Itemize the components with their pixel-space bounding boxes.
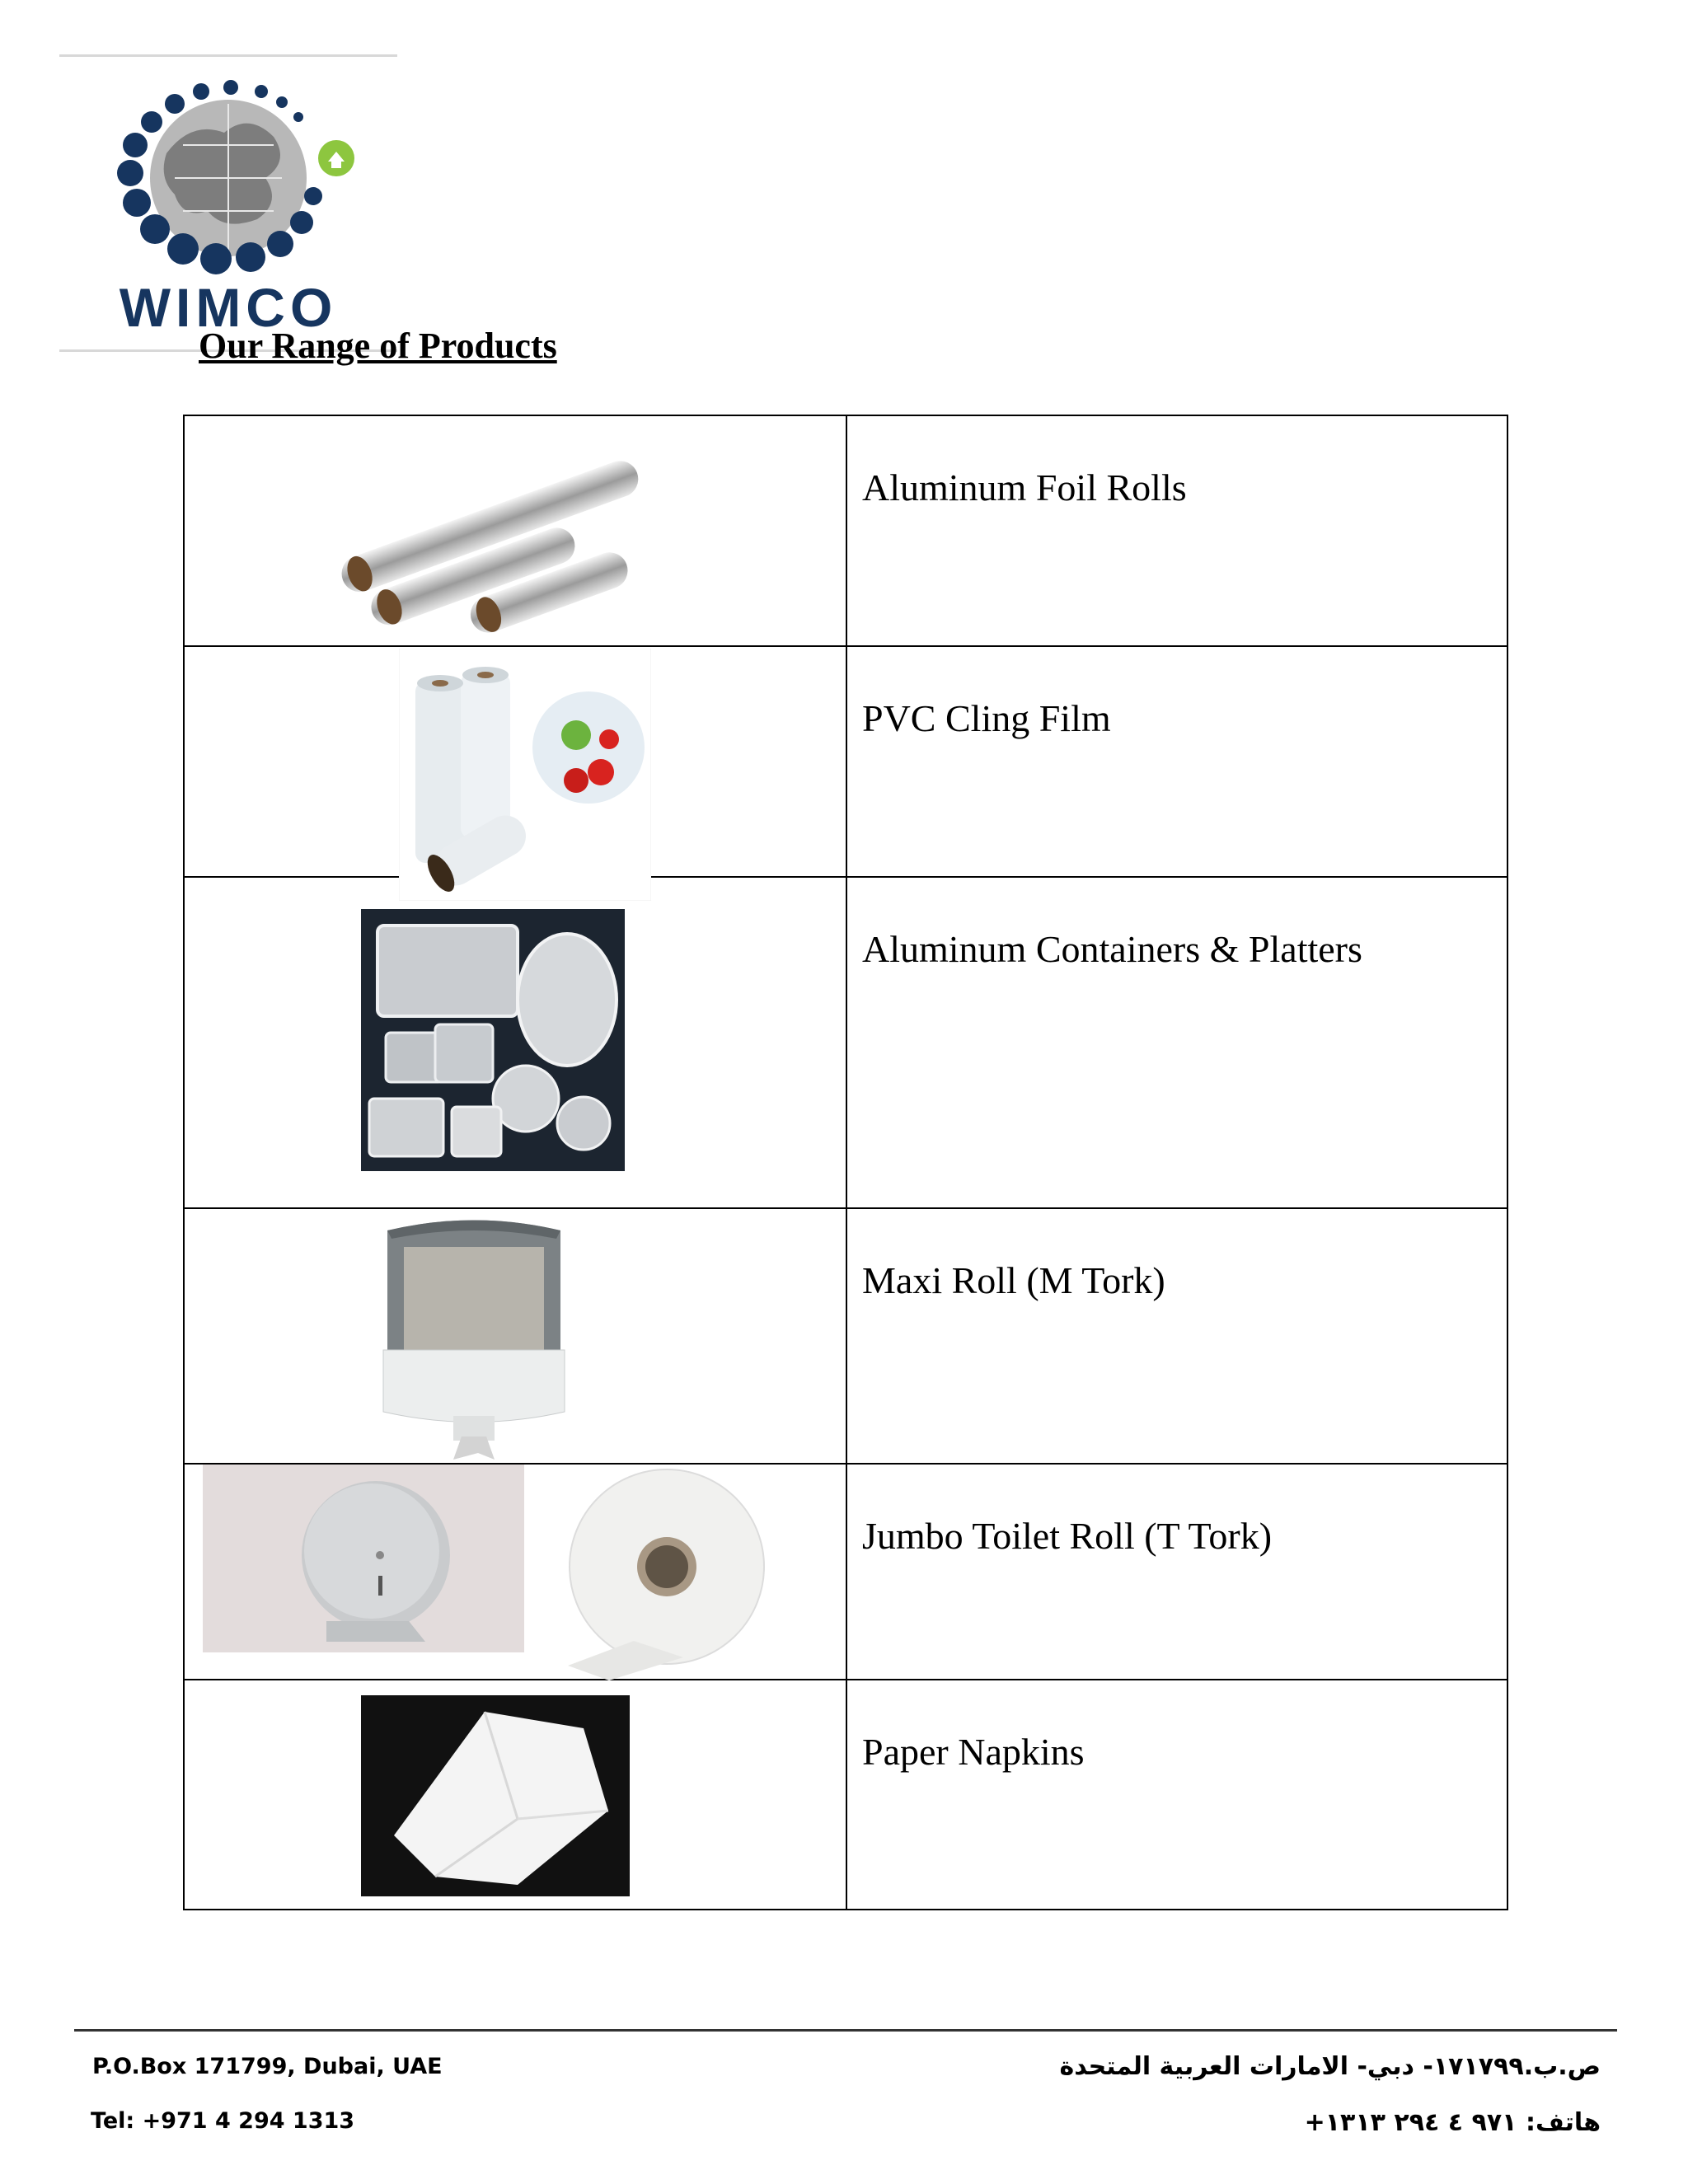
product-name: Aluminum Containers & Platters	[846, 877, 1507, 1208]
product-name: Aluminum Foil Rolls	[846, 415, 1507, 646]
footer-address-ar: ص.ب.١٧١٧٩٩- دبي- الامارات العربية المتحدة	[1059, 2052, 1601, 2081]
product-name: Paper Napkins	[846, 1680, 1507, 1910]
table-row	[184, 877, 1507, 1208]
table-row	[184, 1464, 1507, 1680]
product-image-cell	[184, 1464, 846, 1680]
logo-wordmark: WIMCO	[119, 277, 338, 338]
maxi-roll-dispenser-photo	[379, 1214, 569, 1461]
product-image-cell	[184, 415, 846, 646]
paper-napkins-photo	[361, 1695, 630, 1896]
products-table	[183, 415, 1508, 1910]
footer-tel-ar: هاتف: ٩٧١ ٤ ٢٩٤ ١٣١٣+	[1304, 2108, 1601, 2137]
aluminum-foil-rolls-photo	[325, 449, 671, 647]
page-title: Our Range of Products	[199, 326, 557, 366]
product-name: PVC Cling Film	[846, 646, 1507, 877]
product-name: Maxi Roll (M Tork)	[846, 1208, 1507, 1464]
product-name: Jumbo Toilet Roll (T Tork)	[846, 1464, 1507, 1680]
footer-tel-en: Tel: +971 4 294 1313	[91, 2108, 355, 2134]
wimco-logo	[59, 54, 397, 354]
footer-address-en: P.O.Box 171799, Dubai, UAE	[92, 2054, 443, 2079]
table-row	[184, 646, 1507, 877]
aluminum-containers-photo	[361, 909, 625, 1171]
jumbo-toilet-roll-dispenser-photo	[203, 1465, 532, 1654]
product-image-cell	[184, 877, 846, 1208]
table-row	[184, 1208, 1507, 1464]
footer-rule	[74, 2029, 1617, 2032]
jumbo-toilet-roll-photo	[560, 1468, 774, 1682]
table-row	[184, 1680, 1507, 1910]
product-image-cell	[184, 1208, 846, 1464]
table-row	[184, 415, 1507, 646]
product-image-cell	[184, 646, 846, 877]
product-image-cell	[184, 1680, 846, 1910]
cling-film-rolls-photo	[399, 649, 651, 901]
